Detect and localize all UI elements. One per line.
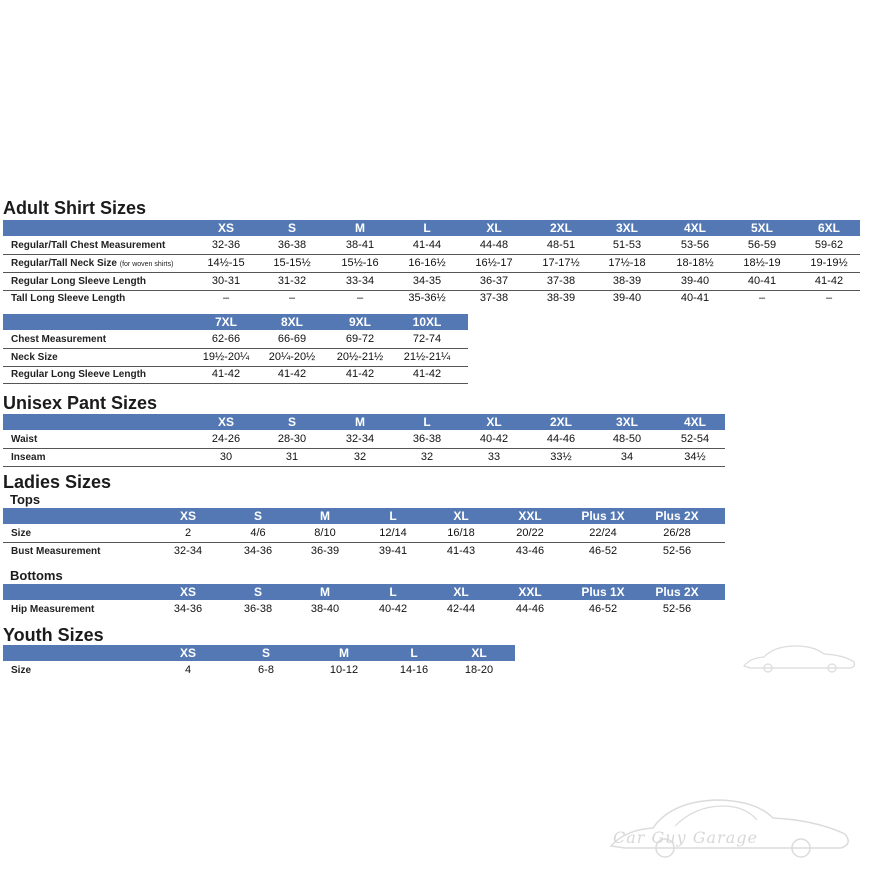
table-cell: 34-36: [173, 603, 203, 615]
row-label: Regular/Tall Chest Measurement: [11, 240, 166, 251]
size-header-xl: XL: [453, 585, 469, 599]
table-cell: 38-39: [612, 275, 642, 287]
table-cell: 28-30: [277, 433, 307, 445]
table-cell: 31: [285, 451, 299, 463]
table-cell: 41-42: [345, 368, 375, 380]
table-cell: 52-56: [662, 603, 692, 615]
table-cell: 32-36: [211, 239, 241, 251]
size-header-4xl: 4XL: [683, 415, 706, 429]
row-label: [11, 255, 173, 272]
size-header-l: L: [389, 509, 397, 523]
table-cell: 41-44: [412, 239, 442, 251]
table-cell: 41-42: [814, 275, 844, 287]
table-cell: 19½-20¼: [202, 351, 250, 363]
size-header-7xl: 7XL: [214, 315, 237, 329]
table-cell: 20¼-20½: [268, 351, 316, 363]
size-header-xs: XS: [217, 415, 234, 429]
table-cell: 21½-21¼: [403, 351, 451, 363]
table-cell: 18-20: [464, 664, 494, 676]
table-cell: –: [356, 292, 364, 304]
table-cell: 36-38: [243, 603, 273, 615]
table-cell: 32-34: [345, 433, 375, 445]
pants-size-header: [3, 414, 725, 430]
table-row: [3, 525, 725, 543]
table-cell: 44-46: [546, 433, 576, 445]
table-cell: 20½-21½: [336, 351, 384, 363]
size-header-5xl: 5XL: [750, 221, 773, 235]
table-cell: 6-8: [258, 664, 274, 676]
adult-shirt-title: Adult Shirt Sizes: [3, 198, 147, 218]
size-header-xl: XL: [471, 646, 487, 660]
table-cell: 37-38: [546, 275, 576, 287]
row-label: Hip Measurement: [11, 604, 95, 615]
size-header-2xl: 2XL: [549, 415, 572, 429]
table-row: [3, 331, 468, 349]
table-cell: 56-59: [747, 239, 777, 251]
table-cell: 48-50: [612, 433, 642, 445]
table-cell: 26/28: [663, 527, 691, 539]
table-cell: 40-41: [747, 275, 777, 287]
size-header-xl: XL: [453, 509, 469, 523]
table-cell: 62-66: [211, 333, 241, 345]
car-icon: [740, 640, 860, 676]
table-cell: 2: [184, 527, 192, 539]
pants-title: Unisex Pant Sizes: [3, 393, 158, 413]
size-header-s: S: [253, 585, 262, 599]
size-header-s: S: [261, 646, 270, 660]
size-header-s: S: [287, 221, 296, 235]
size-header-xxl: XXL: [518, 509, 542, 523]
table-cell: 12/14: [379, 527, 407, 539]
table-cell: 36-37: [479, 275, 509, 287]
size-header-s: S: [287, 415, 296, 429]
table-cell: 66-69: [277, 333, 307, 345]
table-cell: 15½-16: [341, 257, 379, 269]
row-label: Regular Long Sleeve Length: [11, 369, 147, 380]
table-cell: 34: [620, 451, 634, 463]
size-header-l: L: [423, 221, 431, 235]
table-cell: 46-52: [588, 603, 618, 615]
ladies-tops-title: Tops: [10, 492, 41, 507]
watermark-text: Car Guy Garage: [613, 828, 758, 847]
row-label: Neck Size: [11, 352, 58, 363]
size-header-m: M: [355, 221, 365, 235]
row-label: Tall Long Sleeve Length: [11, 293, 126, 304]
watermark-logo-large: [605, 790, 860, 870]
table-cell: 41-42: [412, 368, 442, 380]
ladies-title: Ladies Sizes: [3, 472, 112, 492]
size-header-xl: XL: [486, 221, 502, 235]
youth-size-header: [3, 645, 515, 661]
size-header-4xl: 4XL: [683, 221, 706, 235]
size-header-xs: XS: [179, 646, 196, 660]
size-header-m: M: [355, 415, 365, 429]
table-cell: 36-39: [310, 545, 340, 557]
table-cell: 39-40: [612, 292, 642, 304]
table-cell: 59-62: [814, 239, 844, 251]
size-header-xs: XS: [179, 509, 196, 523]
big-size-header: [3, 314, 468, 330]
row-label: Chest Measurement: [11, 334, 107, 345]
table-cell: 16/18: [447, 527, 475, 539]
table-cell: 20/22: [516, 527, 544, 539]
table-cell: 24-26: [211, 433, 241, 445]
table-cell: 53-56: [680, 239, 710, 251]
size-header-xl: XL: [486, 415, 502, 429]
table-cell: 43-46: [515, 545, 545, 557]
table-cell: 36-38: [277, 239, 307, 251]
table-cell: 33: [487, 451, 501, 463]
table-cell: 36-38: [412, 433, 442, 445]
size-header-l: L: [423, 415, 431, 429]
row-label: Inseam: [11, 452, 46, 463]
table-cell: 14½-15: [207, 257, 245, 269]
size-header-l: L: [410, 646, 418, 660]
table-cell: 30: [219, 451, 233, 463]
table-cell: 10-12: [329, 664, 359, 676]
table-cell: 41-42: [277, 368, 307, 380]
table-row: [3, 366, 468, 384]
ladies-bottoms-header: [3, 584, 725, 600]
table-cell: 18½-19: [743, 257, 781, 269]
table-cell: 69-72: [345, 333, 375, 345]
table-row: [3, 237, 860, 255]
table-cell: 44-46: [515, 603, 545, 615]
table-cell: 52-56: [662, 545, 692, 557]
table-cell: 42-44: [446, 603, 476, 615]
size-header-l: L: [389, 585, 397, 599]
row-label-text: Regular/Tall Neck Size: [11, 258, 117, 269]
size-header-3xl: 3XL: [615, 415, 638, 429]
table-cell: 14-16: [399, 664, 429, 676]
table-cell: 38-41: [345, 239, 375, 251]
table-cell: 34-35: [412, 275, 442, 287]
table-cell: 16½-17: [475, 257, 513, 269]
table-cell: –: [222, 292, 230, 304]
size-header-8xl: 8XL: [280, 315, 303, 329]
table-cell: 40-42: [378, 603, 408, 615]
table-cell: 4/6: [250, 527, 266, 539]
table-cell: 38-40: [310, 603, 340, 615]
size-header-m: M: [339, 646, 349, 660]
table-cell: 35-36½: [408, 292, 446, 304]
youth-title: Youth Sizes: [3, 625, 104, 645]
table-cell: –: [288, 292, 296, 304]
table-cell: 37-38: [479, 292, 509, 304]
table-cell: 31-32: [277, 275, 307, 287]
row-label: Size: [11, 665, 32, 676]
size-header-plus-1x: Plus 1X: [581, 585, 625, 599]
ladies-tops-header: [3, 508, 725, 524]
table-cell: 41-42: [211, 368, 241, 380]
table-cell: 34½: [684, 451, 706, 463]
table-cell: 33½: [550, 451, 572, 463]
table-cell: 17½-18: [608, 257, 646, 269]
table-row: [3, 273, 860, 291]
row-label: Bust Measurement: [11, 546, 101, 557]
table-row: [3, 662, 515, 679]
table-row: [3, 431, 725, 449]
row-label: Regular Long Sleeve Length: [11, 276, 147, 287]
ladies-bottoms-title: Bottoms: [10, 568, 63, 583]
table-cell: 44-48: [479, 239, 509, 251]
table-row: [3, 601, 725, 618]
table-cell: 17-17½: [542, 257, 580, 269]
table-cell: 8/10: [314, 527, 336, 539]
size-header-xs: XS: [179, 585, 196, 599]
table-cell: –: [825, 292, 833, 304]
size-header-10xl: 10XL: [412, 315, 442, 329]
size-header-plus-2x: Plus 2X: [655, 509, 699, 523]
watermark-logo-small: [740, 640, 860, 676]
row-label: Waist: [11, 434, 38, 445]
size-header-m: M: [320, 509, 330, 523]
table-cell: 38-39: [546, 292, 576, 304]
table-cell: 30-31: [211, 275, 241, 287]
size-header-3xl: 3XL: [615, 221, 638, 235]
table-cell: 18-18½: [676, 257, 714, 269]
row-label-note: (for woven shirts): [119, 261, 174, 268]
table-row: [3, 449, 725, 467]
table-cell: 51-53: [612, 239, 642, 251]
size-header-6xl: 6XL: [817, 221, 840, 235]
size-header-xs: XS: [217, 221, 234, 235]
table-row: [3, 349, 468, 367]
size-header-2xl: 2XL: [549, 221, 572, 235]
table-cell: 46-52: [588, 545, 618, 557]
table-cell: 32: [420, 451, 434, 463]
table-cell: 19-19½: [810, 257, 848, 269]
size-header-xxl: XXL: [518, 585, 542, 599]
table-cell: 16-16½: [408, 257, 446, 269]
table-cell: 32: [353, 451, 367, 463]
adult-size-header: [3, 220, 860, 236]
table-cell: 39-40: [680, 275, 710, 287]
table-row: [3, 255, 860, 273]
table-row: [3, 290, 860, 307]
size-header-s: S: [253, 509, 262, 523]
size-header-plus-1x: Plus 1X: [581, 509, 625, 523]
table-cell: 41-43: [446, 545, 476, 557]
table-cell: –: [758, 292, 766, 304]
table-cell: 40-41: [680, 292, 710, 304]
table-cell: 34-36: [243, 545, 273, 557]
table-cell: 4: [184, 664, 192, 676]
table-row: [3, 543, 725, 560]
table-cell: 52-54: [680, 433, 710, 445]
table-cell: 22/24: [589, 527, 617, 539]
size-header-m: M: [320, 585, 330, 599]
table-cell: 48-51: [546, 239, 576, 251]
table-cell: 32-34: [173, 545, 203, 557]
row-label: Size: [11, 528, 32, 539]
table-cell: 72-74: [412, 333, 442, 345]
table-cell: 40-42: [479, 433, 509, 445]
table-cell: 33-34: [345, 275, 375, 287]
size-header-9xl: 9XL: [348, 315, 371, 329]
size-header-plus-2x: Plus 2X: [655, 585, 699, 599]
table-cell: 15-15½: [273, 257, 311, 269]
table-cell: 39-41: [378, 545, 408, 557]
